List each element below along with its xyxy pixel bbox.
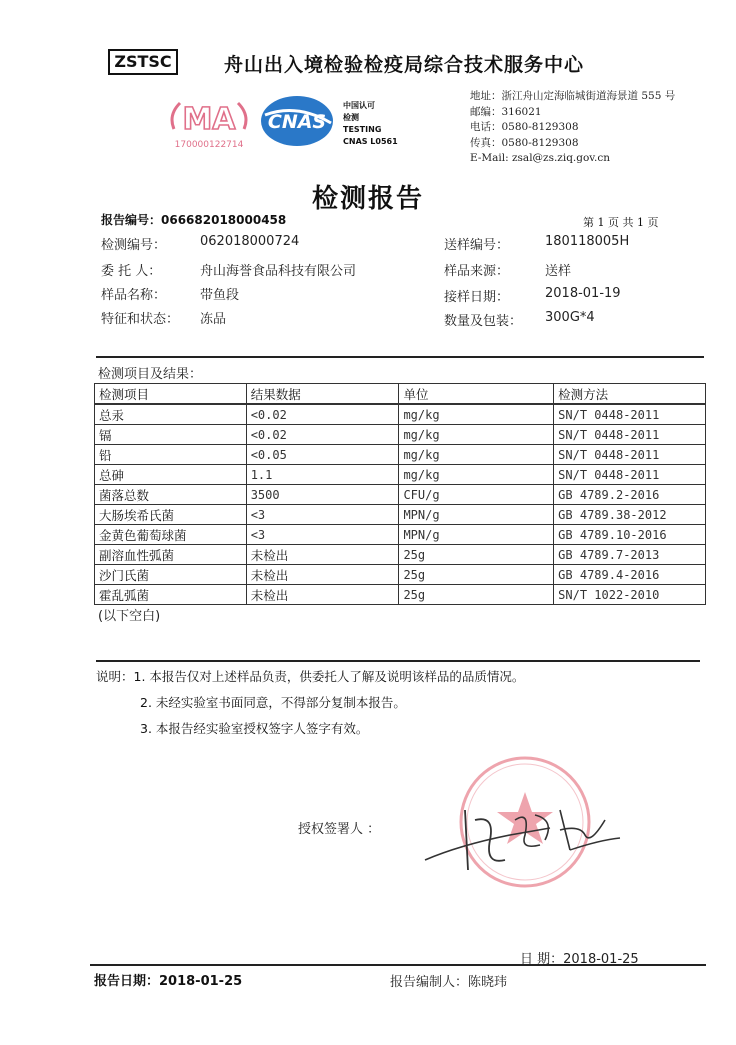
cell-unit: mg/kg xyxy=(399,465,554,485)
cnas-accreditation-text xyxy=(343,100,398,148)
cell-result: 1.1 xyxy=(246,465,399,485)
cell-method: SN/T 0448-2011 xyxy=(554,445,706,465)
info-value: 舟山海誉食品科技有限公司 xyxy=(200,264,357,279)
cell-unit: 25g xyxy=(399,565,554,585)
cnas-logo xyxy=(257,93,337,149)
notes-block xyxy=(96,664,524,742)
cell-method: GB 4789.38-2012 xyxy=(554,505,706,525)
cnas-line: CNAS L0561 xyxy=(343,137,398,146)
postcode: 邮编：316021 xyxy=(470,105,542,118)
cell-unit: mg/kg xyxy=(399,425,554,445)
info-label: 数量及包装： xyxy=(444,314,523,329)
note-item: 3. 本报告经实验室授权签字人签字有效。 xyxy=(140,721,369,736)
page-info: 第 1 页 共 1 页 xyxy=(583,216,659,229)
cell-method: GB 4789.4-2016 xyxy=(554,565,706,585)
cell-result: 未检出 xyxy=(246,585,399,605)
info-label: 接样日期： xyxy=(444,290,510,305)
cell-result: <3 xyxy=(246,505,399,525)
cell-unit: MPN/g xyxy=(399,525,554,545)
handwritten-signature xyxy=(420,790,640,880)
cell-unit: mg/kg xyxy=(399,404,554,425)
ma-logo-text: MA xyxy=(182,102,236,137)
cell-item: 菌落总数 xyxy=(95,485,247,505)
cell-item: 总砷 xyxy=(95,465,247,485)
fax: 传真：0580-8129308 xyxy=(470,136,579,149)
cell-unit: 25g xyxy=(399,585,554,605)
table-row xyxy=(95,465,706,485)
table-row xyxy=(95,585,706,605)
info-value: 062018000724 xyxy=(200,234,300,249)
cell-result: <0.02 xyxy=(246,404,399,425)
report-date: 报告日期：2018-01-25 xyxy=(94,974,243,989)
cell-item: 镉 xyxy=(95,425,247,445)
ma-number: 170000122714 xyxy=(174,140,244,150)
signature-date: 日 期：2018-01-25 xyxy=(520,952,639,967)
results-section-title: 检测项目及结果： xyxy=(98,367,203,382)
info-label: 样品来源： xyxy=(444,264,510,279)
cell-item: 总汞 xyxy=(95,404,247,425)
cell-method: SN/T 0448-2011 xyxy=(554,404,706,425)
cell-item: 霍乱弧菌 xyxy=(95,585,247,605)
column-header: 结果数据 xyxy=(246,384,399,405)
info-value: 送样 xyxy=(545,264,572,279)
column-header: 检测项目 xyxy=(95,384,247,405)
note-item: 1. 本报告仅对上述样品负责，供委托人了解及说明该样品的品质情况。 xyxy=(133,669,525,684)
column-header: 检测方法 xyxy=(554,384,706,405)
info-label: 委 托 人： xyxy=(101,264,162,279)
divider xyxy=(96,356,704,358)
cell-unit: mg/kg xyxy=(399,445,554,465)
cell-method: GB 4789.10-2016 xyxy=(554,525,706,545)
table-row xyxy=(95,485,706,505)
info-value: 冻品 xyxy=(200,312,227,327)
cnas-logo-text: CNAS xyxy=(267,111,327,133)
report-editor: 报告编制人：陈晓玮 xyxy=(390,975,508,990)
cell-result: <0.05 xyxy=(246,445,399,465)
info-value: 180118005H xyxy=(545,234,630,249)
cell-item: 铅 xyxy=(95,445,247,465)
cell-item: 副溶血性弧菌 xyxy=(95,545,247,565)
info-label: 样品名称： xyxy=(101,288,167,303)
cell-result: <0.02 xyxy=(246,425,399,445)
cell-unit: 25g xyxy=(399,545,554,565)
address: 地址：浙江舟山定海临城街道海景道 555 号 xyxy=(470,90,676,102)
signatory-label: 授权签署人 ： xyxy=(298,822,381,837)
cell-method: SN/T 0448-2011 xyxy=(554,465,706,485)
cell-method: SN/T 1022-2010 xyxy=(554,585,706,605)
column-header: 单位 xyxy=(399,384,554,405)
table-header-row xyxy=(95,384,706,405)
ma-logo xyxy=(168,95,250,150)
info-value: 2018-01-19 xyxy=(545,286,621,301)
zstsc-logo: ZSTSC xyxy=(108,49,178,75)
cell-method: SN/T 0448-2011 xyxy=(554,425,706,445)
cell-result: 未检出 xyxy=(246,545,399,565)
results-table xyxy=(94,383,706,605)
info-label: 特征和状态： xyxy=(101,312,180,327)
cell-method: GB 4789.7-2013 xyxy=(554,545,706,565)
info-label: 送样编号： xyxy=(444,238,510,253)
cell-result: 未检出 xyxy=(246,565,399,585)
cell-method: GB 4789.2-2016 xyxy=(554,485,706,505)
info-value: 300G*4 xyxy=(545,310,595,325)
cell-item: 沙门氏菌 xyxy=(95,565,247,585)
cnas-line: 检测 xyxy=(343,113,359,122)
cell-unit: CFU/g xyxy=(399,485,554,505)
report-number: 报告编号：066682018000458 xyxy=(101,213,287,227)
phone: 电话：0580-8129308 xyxy=(470,121,579,133)
organization-name: 舟山出入境检验检疫局综合技术服务中心 xyxy=(224,54,585,76)
table-row xyxy=(95,445,706,465)
report-title: 检测报告 xyxy=(311,184,424,214)
table-row xyxy=(95,565,706,585)
table-row xyxy=(95,404,706,425)
blank-note: (以下空白) xyxy=(98,609,161,624)
info-value: 带鱼段 xyxy=(200,288,240,303)
email: E-Mail: zsal@zs.ziq.gov.cn xyxy=(470,152,610,164)
cnas-line: 中国认可 xyxy=(343,101,375,110)
cell-unit: MPN/g xyxy=(399,505,554,525)
info-label: 检测编号： xyxy=(101,238,167,253)
cell-result: <3 xyxy=(246,525,399,545)
cell-result: 3500 xyxy=(246,485,399,505)
table-row xyxy=(95,425,706,445)
cell-item: 大肠埃希氏菌 xyxy=(95,505,247,525)
table-row xyxy=(95,505,706,525)
contact-block xyxy=(470,89,675,167)
divider xyxy=(96,660,700,662)
table-row xyxy=(95,525,706,545)
cell-item: 金黄色葡萄球菌 xyxy=(95,525,247,545)
notes-label: 说明： xyxy=(96,669,134,684)
cnas-line: TESTING xyxy=(343,125,382,134)
note-item: 2. 未经实验室书面同意，不得部分复制本报告。 xyxy=(140,695,406,710)
table-row xyxy=(95,545,706,565)
